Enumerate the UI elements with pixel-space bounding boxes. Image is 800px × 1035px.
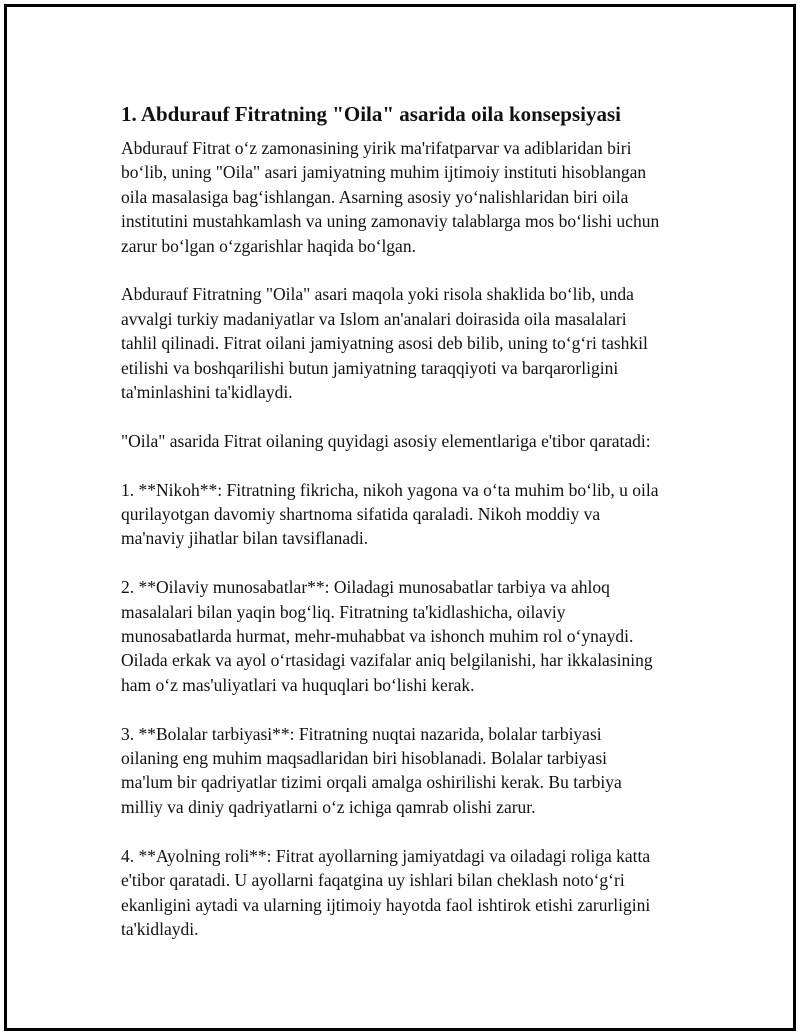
- list-item-ayolning-roli: 4. **Ayolning roli**: Fitrat ayollarning jamiyatdagi va oiladagi roliga katta e'tibor qaratadi. U ayollarni faqatgina uy ishlari bilan cheklash noto‘g‘ri ekanligini aytadi va ularning ijtimoiy hayotda faol ishtirok etishi zarurligini ta'kidlaydi.: [121, 845, 651, 939]
- paragraph-elements-lead: "Oila" asarida Fitrat oilaning quyidagi asosiy elementlariga e'tibor qaratadi:: [121, 430, 651, 451]
- page-frame: [4, 4, 796, 1031]
- paragraph-intro: Abdurauf Fitrat o‘z zamonasining yirik ma'rifatparvar va adiblaridan biri bo‘lib, uning "Oila" asari jamiyatning muhim ijtimoiy instituti hisoblangan oila masalasiga bag‘ishlangan. Asarning asosiy yo‘nalishlaridan biri oila institutini mustahkamlash va uning zamonaviy talablarga mos bo‘lishi uchun zarur bo‘lgan o‘zgarishlar haqida bo‘lgan.: [121, 138, 660, 256]
- paragraph-form: Abdurauf Fitratning "Oila" asari maqola yoki risola shaklida bo‘lib, unda avvalgi turkiy madaniyatlar va Islom an'analari doirasida oila masalalari tahlil qilinadi. Fitrat oilani jamiyatning asosi deb bilib, uning to‘g‘ri tashkil etilishi va boshqarilishi butun jamiyatning taraqqiyoti va barqarorligini ta'minlashini ta'kidlaydi.: [121, 284, 648, 403]
- list-item-bolalar-tarbiyasi: 3. **Bolalar tarbiyasi**: Fitratning nuqtai nazarida, bolalar tarbiyasi oilaning eng muhim maqsadlaridan biri hisoblanadi. Bolalar tarbiyasi ma'lum bir qadriyatlar tizimi orqali amalga oshirilishi kerak. Bu tarbiya milliy va diniy qadriyatlarni o‘z ichiga qamrab olishi zarur.: [121, 723, 622, 817]
- section-heading: 1. Abdurauf Fitratning "Oila" asarida oila konsepsiyasi: [121, 102, 621, 126]
- list-item-nikoh: 1. **Nikoh**: Fitratning fikricha, nikoh yagona va o‘ta muhim bo‘lib, u oila qurilayotgan davomiy shartnoma sifatida qaraladi. Nikoh moddiy va ma'naviy jihatlar bilan tavsiflanadi.: [121, 479, 659, 549]
- list-item-oilaviy-munosabatlar: 2. **Oilaviy munosabatlar**: Oiladagi munosabatlar tarbiya va ahloq masalalari bilan yaqin bog‘liq. Fitratning ta'kidlashicha, oilaviy munosabatlarda hurmat, mehr-muhabbat va ishonch muhim rol o‘ynaydi. Oilada erkak va ayol o‘rtasidagi vazifalar aniq belgilanishi, har ikkalasining ham o‘z mas'uliyatlari va huquqlari bo‘lishi kerak.: [121, 577, 653, 695]
- document-body: [121, 100, 701, 966]
